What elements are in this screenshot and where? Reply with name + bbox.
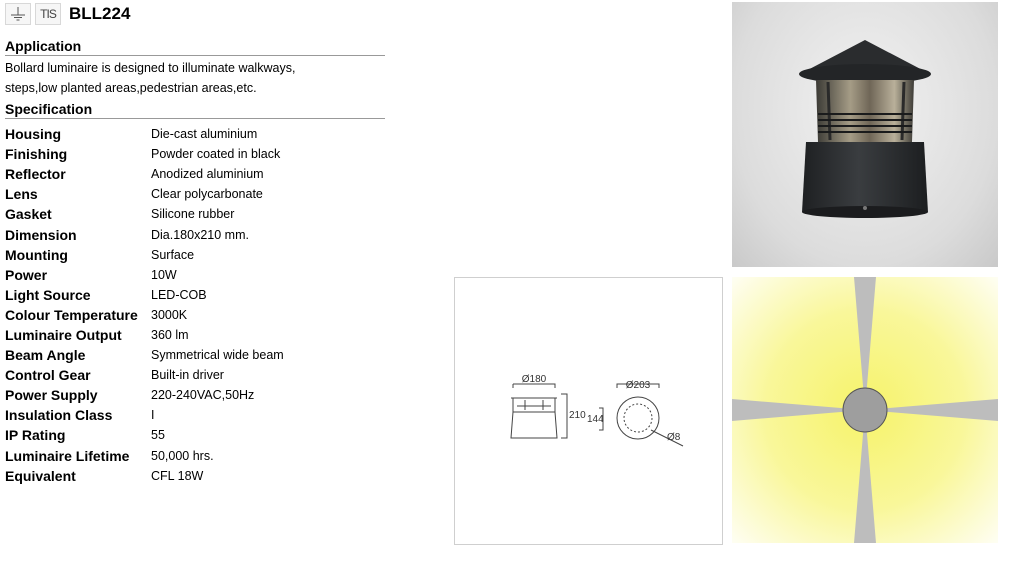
spec-label: Housing bbox=[5, 126, 61, 143]
spec-row bbox=[5, 466, 284, 486]
spec-value: 360 lm bbox=[151, 327, 189, 342]
spec-value: 10W bbox=[151, 267, 177, 282]
spec-label: Beam Angle bbox=[5, 347, 86, 364]
spec-label: Light Source bbox=[5, 286, 91, 303]
spec-value: Powder coated in black bbox=[151, 147, 281, 162]
spec-label: Dimension bbox=[5, 226, 77, 243]
dimension-base-diameter: Ø203 bbox=[625, 380, 651, 391]
product-photo bbox=[732, 2, 998, 267]
spec-row bbox=[5, 325, 284, 345]
spec-row bbox=[5, 345, 284, 365]
spec-row bbox=[5, 425, 284, 445]
spec-value: I bbox=[151, 408, 155, 423]
spec-value: Dia.180x210 mm. bbox=[151, 227, 249, 242]
dimension-height: 210 bbox=[569, 410, 586, 421]
spec-value: 220-240VAC,50Hz bbox=[151, 388, 255, 403]
spec-row bbox=[5, 184, 284, 204]
spec-value: LED-COB bbox=[151, 287, 207, 302]
application-line-1: Bollard luminaire is designed to illuminate walkways, bbox=[5, 61, 296, 75]
spec-row bbox=[5, 124, 284, 144]
spec-row bbox=[5, 224, 284, 244]
spec-value: Anodized aluminium bbox=[151, 167, 264, 182]
spec-value: Built-in driver bbox=[151, 368, 224, 383]
spec-row bbox=[5, 164, 284, 184]
spec-value: 50,000 hrs. bbox=[151, 448, 214, 463]
product-header bbox=[5, 3, 130, 25]
spec-value: Surface bbox=[151, 247, 195, 262]
spec-label: Power bbox=[5, 266, 48, 283]
spec-row bbox=[5, 204, 284, 224]
spec-row bbox=[5, 245, 284, 265]
dimension-top-diameter: Ø180 bbox=[521, 374, 547, 385]
spec-value: Clear polycarbonate bbox=[151, 187, 263, 202]
application-line-2: steps,low planted areas,pedestrian areas,etc. bbox=[5, 81, 257, 95]
earth-ground-icon bbox=[5, 3, 31, 25]
specification-table bbox=[5, 124, 284, 486]
spec-value: CFL 18W bbox=[151, 468, 204, 483]
spec-row bbox=[5, 285, 284, 305]
dimension-drawing bbox=[454, 277, 723, 545]
spec-value: Die-cast aluminium bbox=[151, 127, 258, 142]
spec-value: Silicone rubber bbox=[151, 207, 235, 222]
spec-label: Colour Temperature bbox=[5, 306, 138, 323]
spec-label: IP Rating bbox=[5, 427, 66, 444]
tis-logo-icon bbox=[35, 3, 61, 25]
spec-row bbox=[5, 385, 284, 405]
spec-row bbox=[5, 265, 284, 285]
spec-label: Gasket bbox=[5, 206, 52, 223]
spec-label: Luminaire Output bbox=[5, 326, 122, 343]
spec-row bbox=[5, 446, 284, 466]
dimension-inner-height: 144 bbox=[587, 414, 604, 425]
spec-label: Power Supply bbox=[5, 387, 98, 404]
spec-value: Symmetrical wide beam bbox=[151, 348, 284, 363]
spec-value: 3000K bbox=[151, 307, 188, 322]
spec-row bbox=[5, 305, 284, 325]
dimension-hole-diameter: Ø8 bbox=[667, 432, 681, 443]
spec-row bbox=[5, 365, 284, 385]
specification-heading: Specification bbox=[5, 101, 385, 119]
spec-label: Reflector bbox=[5, 166, 66, 183]
beam-pattern bbox=[732, 277, 998, 543]
spec-value: 55 bbox=[151, 428, 165, 443]
tis-logo-text: TIS bbox=[40, 7, 56, 21]
application-text bbox=[5, 58, 385, 98]
spec-label: Equivalent bbox=[5, 467, 76, 484]
spec-row bbox=[5, 405, 284, 425]
spec-label: Insulation Class bbox=[5, 407, 113, 424]
spec-label: Control Gear bbox=[5, 367, 91, 384]
spec-label: Lens bbox=[5, 186, 38, 203]
spec-label: Luminaire Lifetime bbox=[5, 447, 130, 464]
spec-row bbox=[5, 144, 284, 164]
spec-label: Mounting bbox=[5, 246, 68, 263]
spec-label: Finishing bbox=[5, 146, 68, 163]
application-heading: Application bbox=[5, 38, 385, 56]
product-code: BLL224 bbox=[69, 4, 131, 23]
